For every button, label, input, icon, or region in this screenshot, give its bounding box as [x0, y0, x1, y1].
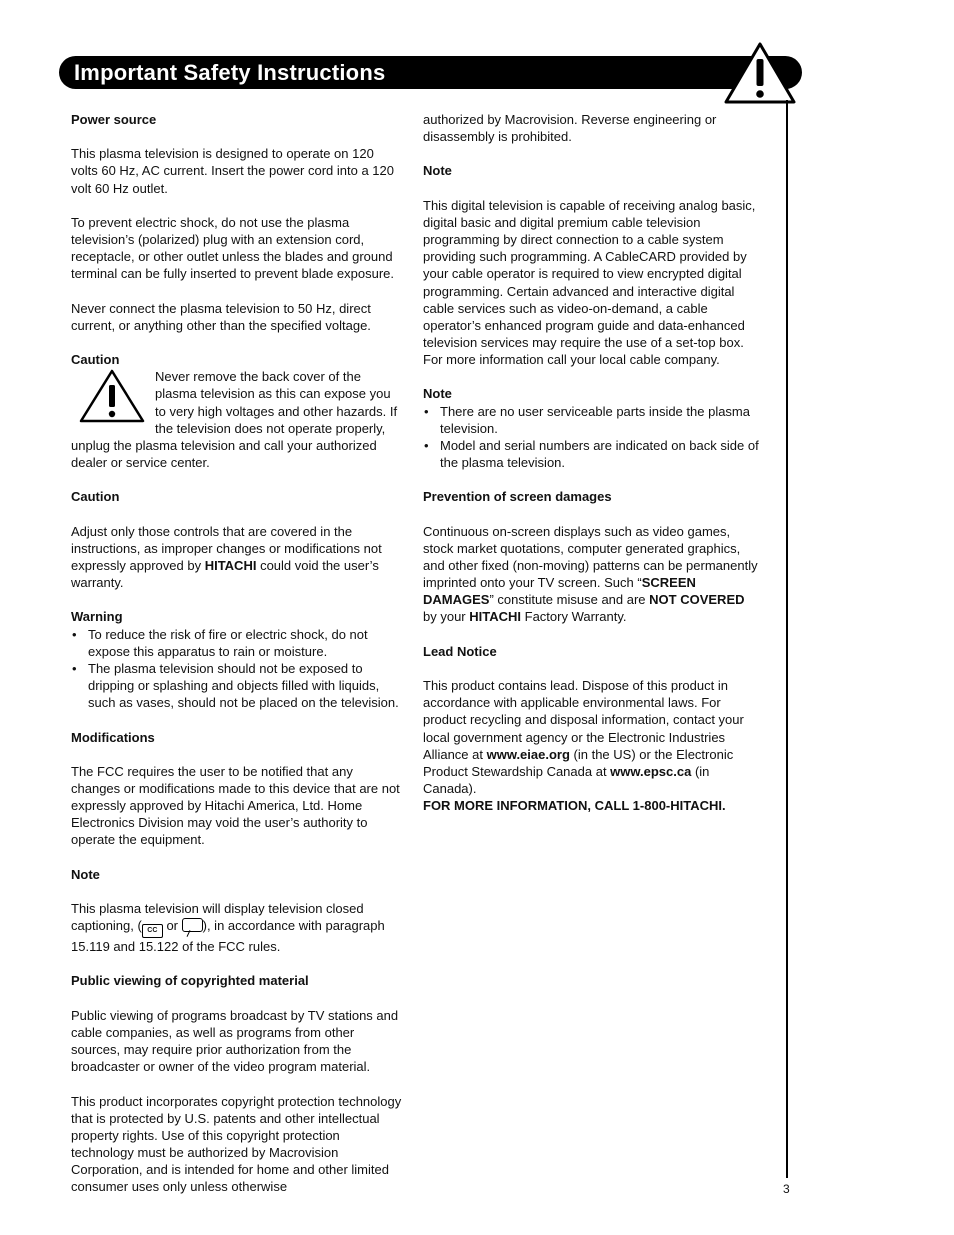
list-item: • Model and serial numbers are indicated on back side of the plasma television.: [423, 437, 759, 471]
serviceable-parts-note-section: [423, 385, 759, 471]
bullet-list: [71, 626, 403, 712]
section-heading: Note: [71, 866, 100, 882]
section-heading: Note: [423, 386, 452, 402]
section-heading: Public viewing of copyrighted material: [71, 973, 309, 989]
paragraph: This plasma television will display television closed captioning, ( CC or ), in accordance with paragraph 15.119 and 15.122 of the FCC rules.: [71, 901, 385, 955]
paragraph: This digital television is capable of receiving analog basic, digital basic and digital premium cable television programming by direct connection to a cable system providing such programming. A CableCARD provided by your cable operator is required to view encrypted digital programming. Certain advanced and interactive digital cable services such as video-on-demand, a cable operator’s enhanced program guide and data-enhanced television services may require the use of a set-top box. For more information call your local cable company.: [423, 197, 756, 368]
margin-rule: [786, 100, 788, 1178]
closed-caption-note-section: [71, 866, 403, 956]
bullet-list: [423, 403, 759, 472]
warning-section: [71, 608, 403, 711]
caution-controls-section: [71, 488, 403, 591]
section-heading: Caution: [71, 489, 120, 505]
caution-section: [71, 351, 403, 471]
contact-line: FOR MORE INFORMATION, CALL 1-800-HITACHI.: [423, 798, 726, 814]
page-number: 3: [783, 1182, 790, 1196]
section-heading: Lead Notice: [423, 643, 497, 659]
epsc-url: www.epsc.ca: [610, 763, 692, 779]
paragraph: This plasma television is designed to operate on 120 volts 60 Hz, AC current. Insert the power cord into a 120 volt 60 Hz outlet.: [71, 146, 394, 196]
list-item: • The plasma television should not be exposed to dripping or splashing and objects filled with liquids, such as vases, should not be placed on the television.: [71, 660, 403, 711]
section-heading: Power source: [71, 112, 157, 127]
paragraph: The FCC requires the user to be notified that any changes or modifications made to this device that are not expressly approved by Hitachi America, Ltd. Home Electronics Division may void the user’s authority to operate the equipment.: [71, 763, 400, 848]
section-heading: Note: [423, 163, 452, 179]
public-viewing-section: [71, 972, 403, 1195]
closed-caption-cc-icon: CC: [142, 924, 163, 938]
left-column: [71, 111, 403, 1213]
continued-text: [423, 111, 759, 145]
paragraph: This product contains lead. Dispose of this product in accordance with applicable environmental laws. For product recycling and disposal information, contact your local government agency or the Electronic Industries Alliance at www.eiae.org (in the US) or the Electronic Product Stewardship Canada at www.epsc.ca (in Canada).: [423, 678, 744, 796]
list-item: • To reduce the risk of fire or electric shock, do not expose this apparatus to rain or moisture.: [71, 626, 403, 660]
paragraph: This product incorporates copyright protection technology that is protected by U.S. patents and other intellectual property rights. Use of this copyright protection technology must be authorized by Macrovision Corporation, and is intended for home and other limited consumer uses only unless otherwise: [71, 1093, 402, 1195]
brand-name: HITACHI: [204, 557, 257, 573]
list-item: • There are no user serviceable parts inside the plasma television.: [423, 403, 759, 437]
caution-body: [71, 368, 403, 471]
paragraph: To prevent electric shock, do not use the plasma television’s (polarized) plug with an extension cord, receptacle, or other outlet unless the blades and ground terminal can be fully inserted to prevent blade exposure.: [71, 214, 395, 282]
brand-name: HITACHI: [469, 609, 522, 625]
section-heading: Prevention of screen damages: [423, 489, 612, 505]
lead-notice-section: [423, 643, 759, 815]
paragraph: Never connect the plasma television to 50 Hz, direct current, or anything other than the specified voltage.: [71, 300, 371, 333]
paragraph: Adjust only those controls that are covered in the instructions, as improper changes or modifications not expressly approved by HITACHI could void the user’s warranty.: [71, 523, 382, 591]
warning-triangle-icon: [77, 368, 147, 424]
modifications-section: [71, 729, 403, 849]
power-source-section: [71, 111, 403, 334]
eiae-url: www.eiae.org: [486, 746, 570, 762]
warning-triangle-icon: [723, 40, 797, 106]
screen-damage-section: [423, 488, 759, 625]
caption-bubble-icon: [182, 918, 203, 932]
page-title: Important Safety Instructions: [74, 60, 386, 85]
paragraph: Continuous on-screen displays such as video games, stock market quotations, computer generated graphics, and other fixed (non-moving) patterns can be permanently imprinted onto your TV screen. Such “SCREEN DAMAGES” constitute misuse and are NOT COVERED by your HITACHI Factory Warranty.: [423, 523, 758, 625]
paragraph: authorized by Macrovision. Reverse engineering or disassembly is prohibited.: [423, 112, 717, 145]
section-heading: Warning: [71, 609, 123, 625]
paragraph: Public viewing of programs broadcast by TV stations and cable companies, as well as programs from other sources, may require prior authorization from the broadcaster or owner of the video program material.: [71, 1007, 399, 1075]
section-heading: Caution: [71, 352, 120, 368]
section-heading: Modifications: [71, 729, 155, 745]
paragraph: Never remove the back cover of the plasma television as this can expose you to very high voltages and other hazards. If the television does not operate properly, unplug the plasma television and call your authorized dealer or service center.: [71, 369, 398, 471]
digital-tv-note-section: [423, 162, 759, 368]
right-column: [423, 111, 759, 831]
